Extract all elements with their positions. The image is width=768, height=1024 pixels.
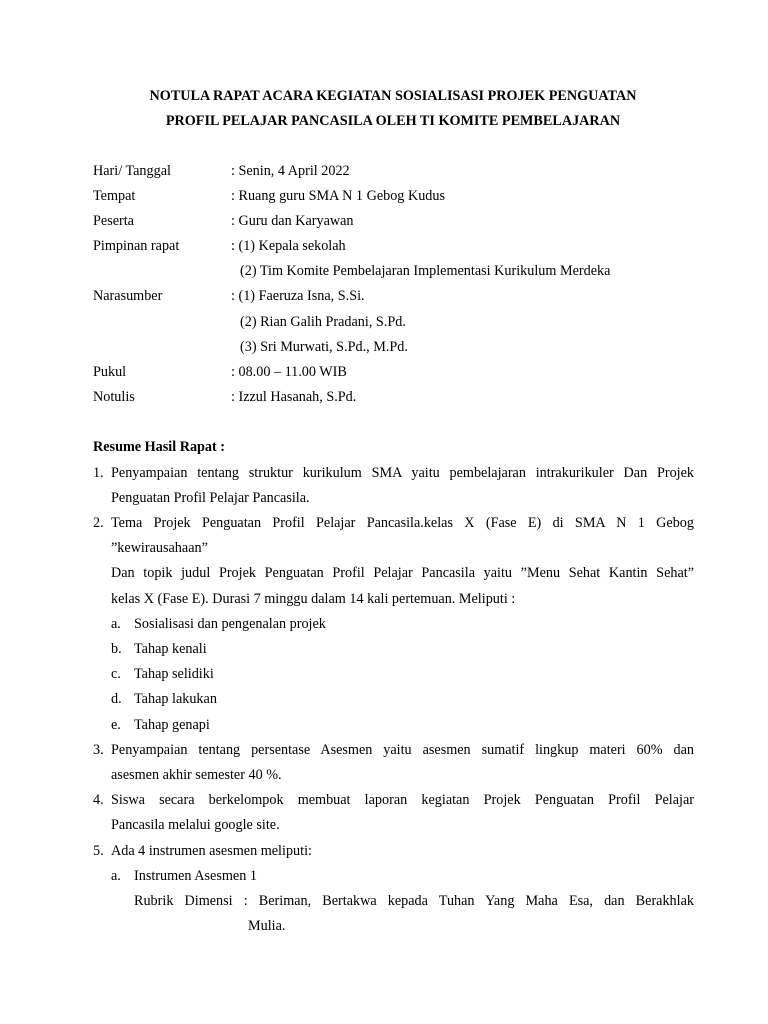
list-number: 3. [93,742,104,758]
info-value: : Ruang guru SMA N 1 Gebog Kudus [231,188,445,204]
list-item-text: Pancasila melalui google site. [111,817,280,833]
info-value-continuation: (3) Sri Murwati, S.Pd., M.Pd. [240,339,408,355]
sub-list-letter: a. [111,868,121,884]
list-item-text: Siswa secara berkelompok membuat laporan kegiatan Projek Penguatan Profil Pelajar [111,792,694,808]
sub-list-letter: d. [111,691,122,707]
info-label: Notulis [93,389,135,405]
info-value: : (1) Faeruza Isna, S.Si. [231,288,365,304]
info-label: Hari/ Tanggal [93,163,171,179]
sub-list-text: Tahap lakukan [134,691,217,707]
info-label: Tempat [93,188,136,204]
info-value-continuation: (2) Rian Galih Pradani, S.Pd. [240,314,406,330]
list-item-text: asesmen akhir semester 40 %. [111,767,282,783]
sub-list-letter: a. [111,616,121,632]
info-label: Narasumber [93,288,163,304]
rubrik-text: Rubrik Dimensi : Beriman, Bertakwa kepada Tuhan Yang Maha Esa, dan Berakhlak [134,893,694,909]
list-item-text: Penyampaian tentang persentase Asesmen yaitu asesmen sumatif lingkup materi 60% dan [111,742,694,758]
sub-list-text: Tahap kenali [134,641,207,657]
info-label: Peserta [93,213,134,229]
info-value: : Izzul Hasanah, S.Pd. [231,389,357,405]
info-value: : Guru dan Karyawan [231,213,354,229]
sub-list-text: Sosialisasi dan pengenalan projek [134,616,326,632]
document-title-line-1: NOTULA RAPAT ACARA KEGIATAN SOSIALISASI PROJEK PENGUATAN [149,88,637,104]
list-item-text: kelas X (Fase E). Durasi 7 minggu dalam 14 kali pertemuan. Meliputi : [111,591,516,607]
list-item-text: Penguatan Profil Pelajar Pancasila. [111,490,310,506]
info-value: : 08.00 – 11.00 WIB [231,364,347,380]
resume-heading: Resume Hasil Rapat : [93,439,226,455]
info-value: : Senin, 4 April 2022 [231,163,350,179]
rubrik-text-continuation: Mulia. [248,918,286,934]
list-item-text: ”kewirausahaan” [111,540,208,556]
list-item-text: Ada 4 instrumen asesmen meliputi: [111,843,312,859]
info-value-continuation: (2) Tim Komite Pembelajaran Implementasi Kurikulum Merdeka [240,263,611,279]
list-number: 1. [93,465,104,481]
sub-list-letter: b. [111,641,122,657]
sub-list-letter: c. [111,666,121,682]
list-number: 5. [93,843,104,859]
info-value: : (1) Kepala sekolah [231,238,346,254]
info-label: Pimpinan rapat [93,238,180,254]
list-item-text: Penyampaian tentang struktur kurikulum SMA yaitu pembelajaran intrakurikuler Dan Projek [111,465,694,481]
list-number: 2. [93,515,104,531]
list-item-text: Dan topik judul Projek Penguatan Profil Pelajar Pancasila yaitu ”Menu Sehat Kantin Sehat” [111,565,694,581]
info-label: Pukul [93,364,127,380]
sub-list-text: Instrumen Asesmen 1 [134,868,257,884]
sub-list-text: Tahap selidiki [134,666,214,682]
sub-list-letter: e. [111,717,121,733]
document-title-line-2: PROFIL PELAJAR PANCASILA OLEH TI KOMITE PEMBELAJARAN [165,113,621,129]
list-item-text: Tema Projek Penguatan Profil Pelajar Pancasila.kelas X (Fase E) di SMA N 1 Gebog [111,515,694,531]
sub-list-text: Tahap genapi [134,717,210,733]
list-number: 4. [93,792,104,808]
